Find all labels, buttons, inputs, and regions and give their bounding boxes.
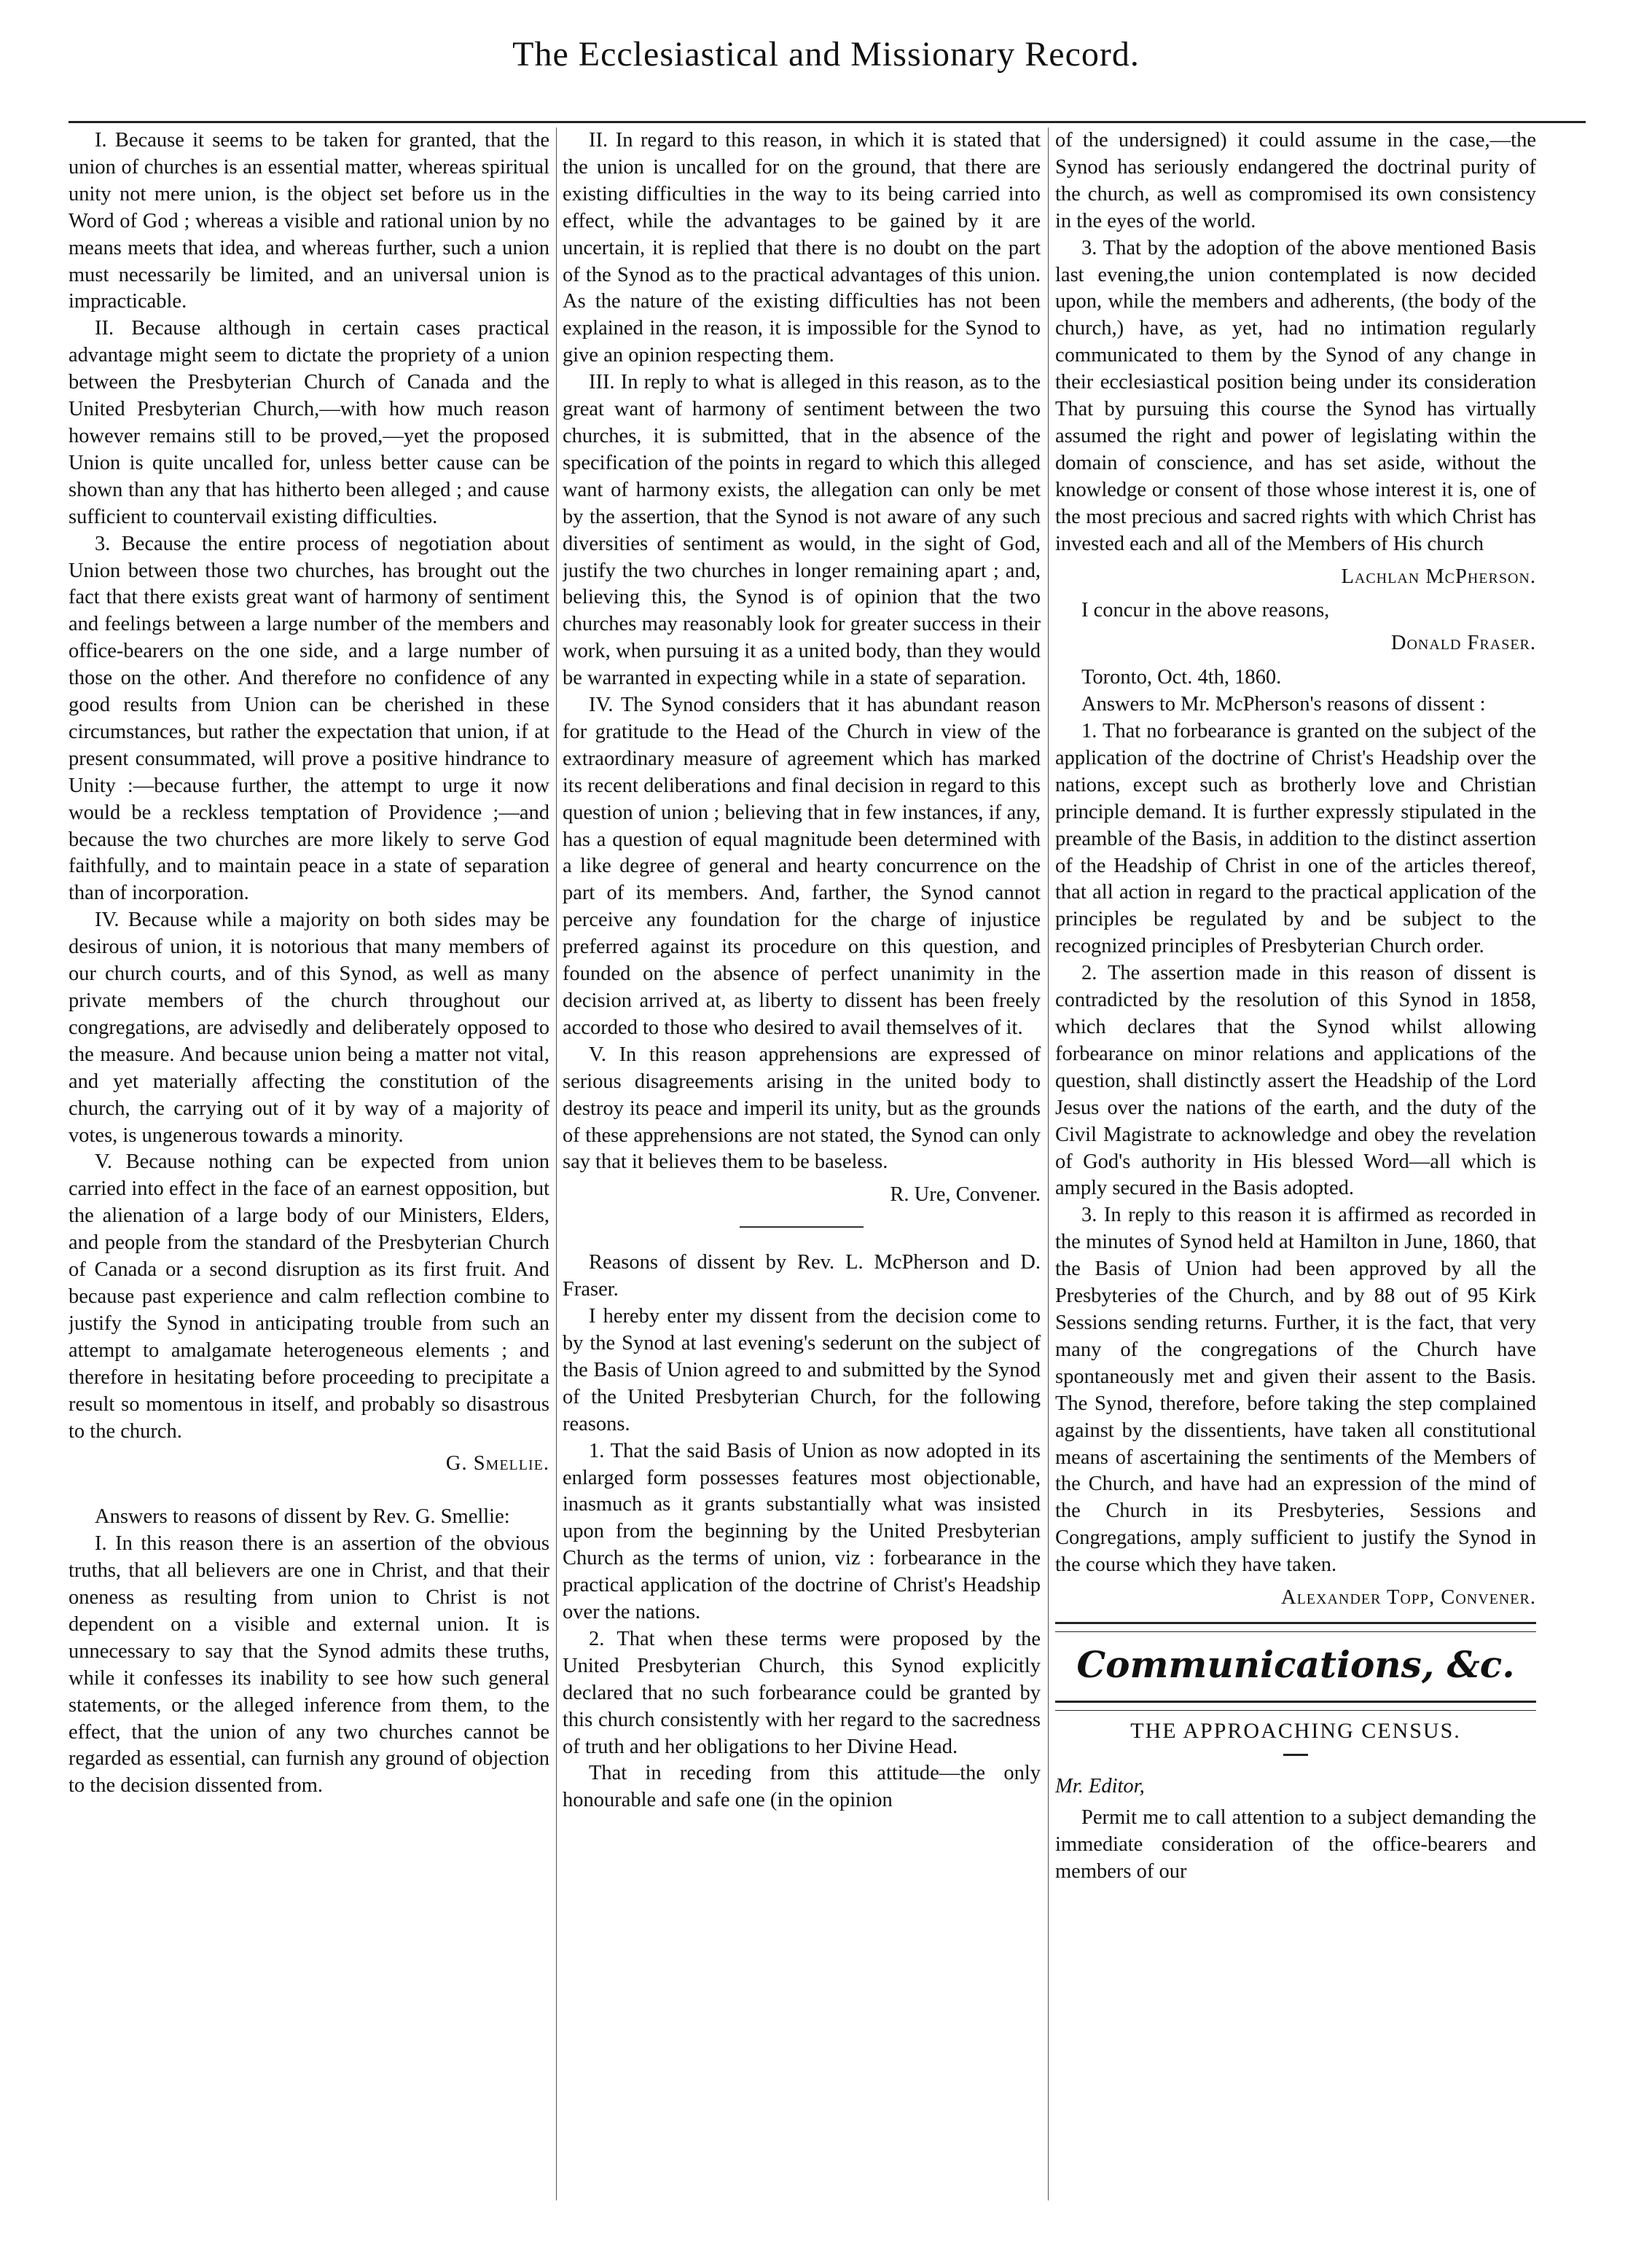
reason-3: 3. Because the entire process of negotiation about Union between those two churches, has brought out the fact that there exists great want of harmony of sentiment and feelings between a large number of the members and office-bearers on the one side, and a large number of those on the other. And therefore no confidence of any good results from Union can be cherished in these circumstances, but rather the expectation that union, if at present consummated, will prove a positive hindrance to Unity :—because further, the attempt to urge it now would be a reckless temptation of Providence ;—and because the two churches are more likely to serve God faithfully, and to maintain peace in a state of separation than of incorporation. [68, 532, 549, 905]
answer-mcpherson-3: 3. In reply to this reason it is affirmed as recorded in the minutes of Synod held at Hamilton in June, 1860, that the Basis of Union had been approved by all the Presbyteries of the Church, and by 88 out of 95 Kirk Sessions sending returns. Further, it is the fact, that very many of the congregations of the Church have spontaneously met and given their assent to the Basis. The Synod, therefore, before taking the step complained against by the dissentients, have taken all constitutional means of ascertaining the sentiments of the Members of the Church, and have had an expression of the mind of the Church in its Presbyteries, Sessions and Congregations, amply sufficient to justify the Synod in the course which they have taken. [1055, 1204, 1536, 1577]
section-double-rule [1055, 1701, 1536, 1711]
article-title: THE APPROACHING CENSUS. [1130, 1718, 1461, 1743]
dissent-reason-2: 2. That when these terms were proposed by the United Presbyterian Church, this Synod explicitly declared that no such forbearance could be granted by this church consistently with her regard to the sacredness of truth and her obligations to her Divine Head. [563, 1627, 1041, 1758]
reason-2: II. Because although in certain cases practical advantage might seem to dictate the propriety of a union between the Presbyterian Church of Canada and the United Presbyterian Church,—with how much reason however remains still to be proved,—yet the proposed Union is quite uncalled for, unless better cause can be shown than any that has hitherto been alleged ; and cause sufficient to countervail existing difficulties. [68, 317, 549, 528]
answer-4: IV. The Synod considers that it has abundant reason for gratitude to the Head of the Church in view of the extraordinary measure of agreement which has marked its recent deliberations and final decision in regard to this question of union ; believing that in few instances, if any, has a question of equal magnitude been determined with a like degree of general and hearty concurrence on the part of its members. And, farther, the Synod cannot perceive any foundation for the charge of injustice preferred against its procedure on this question, and founded on the absence of perfect unanimity in the decision arrived at, as liberty to dissent has been freely accorded to those who desired to avail themselves of it. [563, 694, 1041, 1039]
reason-1: I. Because it seems to be taken for granted, that the union of churches is an essential matter, whereas spiritual unity not mere union, is the object set before us in the Word of God ; whereas a visible and rational union by no means meets that idea, and whereas further, such a union must necessarily be limited, and an universal union is impracticable. [68, 129, 549, 313]
column-divider [556, 128, 557, 2200]
answer-1: I. In this reason there is an assertion of the obvious truths, that all believers are one in Christ, and that their oneness as resulting from union to Christ is not dependent on a visible and external union. It is unnecessary to say that the Synod admits these truths, while it confesses its inability to see how such general statements, or the alleged inference from them, to the effect, that the union of any two churches cannot be regarded as essential, can furnish any ground of objection to the decision dissented from. [68, 1532, 549, 1797]
letter-body: Permit me to call attention to a subject demanding the immediate consideration of the office-bearers and members of our [1055, 1806, 1536, 1883]
signature-topp: Alexander Topp, Convener. [1281, 1586, 1536, 1610]
dateline: Toronto, Oct. 4th, 1860. [1081, 666, 1282, 689]
answer-mcpherson-2: 2. The assertion made in this reason of dissent is contradicted by the resolution of this Synod in 1858, which declares that the Synod whilst allowing forbearance on minor relations and applications of the question, shall distinctly assert the Headship of the Lord Jesus over the nations of the earth, and the duty of the Civil Magistrate to acknowledge and obey the revelation of God's authority in His blessed Word—all which is amply secured in the Basis adopted. [1055, 962, 1536, 1200]
answer-2: II. In regard to this reason, in which it is stated that the union is uncalled for on the ground, that there are existing difficulties in the way to its being carried into effect, while the advantages to be gained by it are uncertain, it is replied that there is no doubt on the part of the Synod as to the practical advantages of this union. As the nature of the existing difficulties has not been explained in the reason, it is impossible for the Synod to give an opinion respecting them. [563, 129, 1041, 367]
concur-line: I concur in the above reasons, [1081, 599, 1330, 622]
column-2 [563, 128, 1041, 2208]
answer-3: III. In reply to what is alleged in this reason, as to the great want of harmony of sentiment between the two churches, it is submitted, that in the absence of the specification of the points in regard to which this alleged want of harmony exists, the allegation can only be met by the assertion, that the Synod is not aware of any such diversities of sentiment as would, in the sight of God, justify the two churches in longer remaining apart ; and, believing this, the Synod is of opinion that the two churches may reasonably look for greater success in their work, when pursuing it as a united body, than they would be warranted in expecting while in a state of separation. [563, 371, 1041, 690]
column-3 [1055, 128, 1536, 2208]
answers-mcpherson-heading: Answers to Mr. McPherson's reasons of dissent : [1081, 693, 1486, 716]
salutation: Mr. Editor, [1055, 1774, 1145, 1797]
section-title: Communications, &c. [1076, 1642, 1515, 1686]
signature-ure: R. Ure, Convener. [890, 1183, 1041, 1207]
signature-mcpherson: Lachlan McPherson. [1341, 565, 1536, 588]
dissent-intro: I hereby enter my dissent from the decision come to by the Synod at last evening's sederunt on the subject of the Basis of Union agreed to and submitted by the Synod of the United Presbyterian Church, for the following reasons. [563, 1305, 1041, 1435]
answers-heading: Answers to reasons of dissent by Rev. G. Smellie: [95, 1505, 510, 1529]
dissent-continuation: of the undersigned) it could assume in the case,—the Synod has seriously endangered the doctrinal purity of the church, as well as compromised its own consistency in the eyes of the world. [1055, 129, 1536, 232]
dissent-reason-1: 1. That the said Basis of Union as now adopted in its enlarged form possesses features most objectionable, inasmuch as it grants substantially what was insisted upon from the beginning by the United Presbyterian Church as the terms of union, viz : forbearance in the practical application of the doctrine of Christ's Headship over the nations. [563, 1439, 1041, 1624]
section-rule [740, 1226, 864, 1228]
page-header: The Ecclesiastical and Missionary Record. [512, 35, 1140, 74]
dissent-reason-3: 3. That by the adoption of the above mentioned Basis last evening,the union contemplated is now decided upon, while the members and adherents, (the body of the church,) have, as yet, had no intimation regularly communicated to them by the Synod of any change in their ecclesiastical position being under its consideration That by pursuing this course the Synod has virtually assumed the right and power of legislating within the domain of conscience, and has set aside, without the knowledge or consent of those whose interest it is, one of the most precious and sacred rights with which Christ has invested each and all of the Members of His church [1055, 236, 1536, 555]
answer-mcpherson-1: 1. That no forbearance is granted on the subject of the application of the doctrine of Christ's Headship over the nations, except such as brotherly love and Christian principle demand. It is further expressly stipulated in the preamble of the Basis, in addition to the distinct assertion of the Headship of Christ in one of the articles thereof, that all action in regard to the practical application of the principles be regulated by and be subject to the recognized principles of Presbyterian Church order. [1055, 720, 1536, 958]
section-double-rule [1055, 1622, 1536, 1632]
reason-5: V. Because nothing can be expected from union carried into effect in the face of an earnest opposition, but the alienation of a large body of our Ministers, Elders, and people from the standard of the Presbyterian Church of Canada or a second disruption as its first fruit. And because past experience and calm reflection combine to justify the Synod in anticipating trouble from such an attempt to amalgamate heterogeneous elements ; and therefore in hesitating before proceeding to precipitate a result so momentous in itself, and probably so disastrous to the church. [68, 1150, 549, 1443]
column-1 [68, 128, 549, 2208]
dissent-continued: That in receding from this attitude—the only honourable and safe one (in the opinion [563, 1762, 1041, 1812]
answer-5: V. In this reason apprehensions are expressed of serious disagreements arising in the united body to destroy its peace and imperil its unity, but as the grounds of these apprehensions are not stated, the Synod can only say that it believes them to be baseless. [563, 1043, 1041, 1174]
signature-smellie: G. Smellie. [445, 1452, 549, 1475]
column-divider [1048, 128, 1049, 2200]
reason-4: IV. Because while a majority on both sides may be desirous of union, it is notorious that many members of our church courts, and of this Synod, as well as many private members of the church throughout our congregations, are advisedly and deliberately opposed to the measure. And because union being a matter not vital, and yet materially affecting the constitution of the church, the carrying out of it by way of a majority of votes, is ungenerous towards a minority. [68, 909, 549, 1147]
header-rule [68, 121, 1586, 123]
signature-fraser: Donald Fraser. [1390, 632, 1536, 655]
dissent-heading: Reasons of dissent by Rev. L. McPherson and D. Fraser. [563, 1251, 1041, 1301]
title-dash [1283, 1754, 1308, 1756]
